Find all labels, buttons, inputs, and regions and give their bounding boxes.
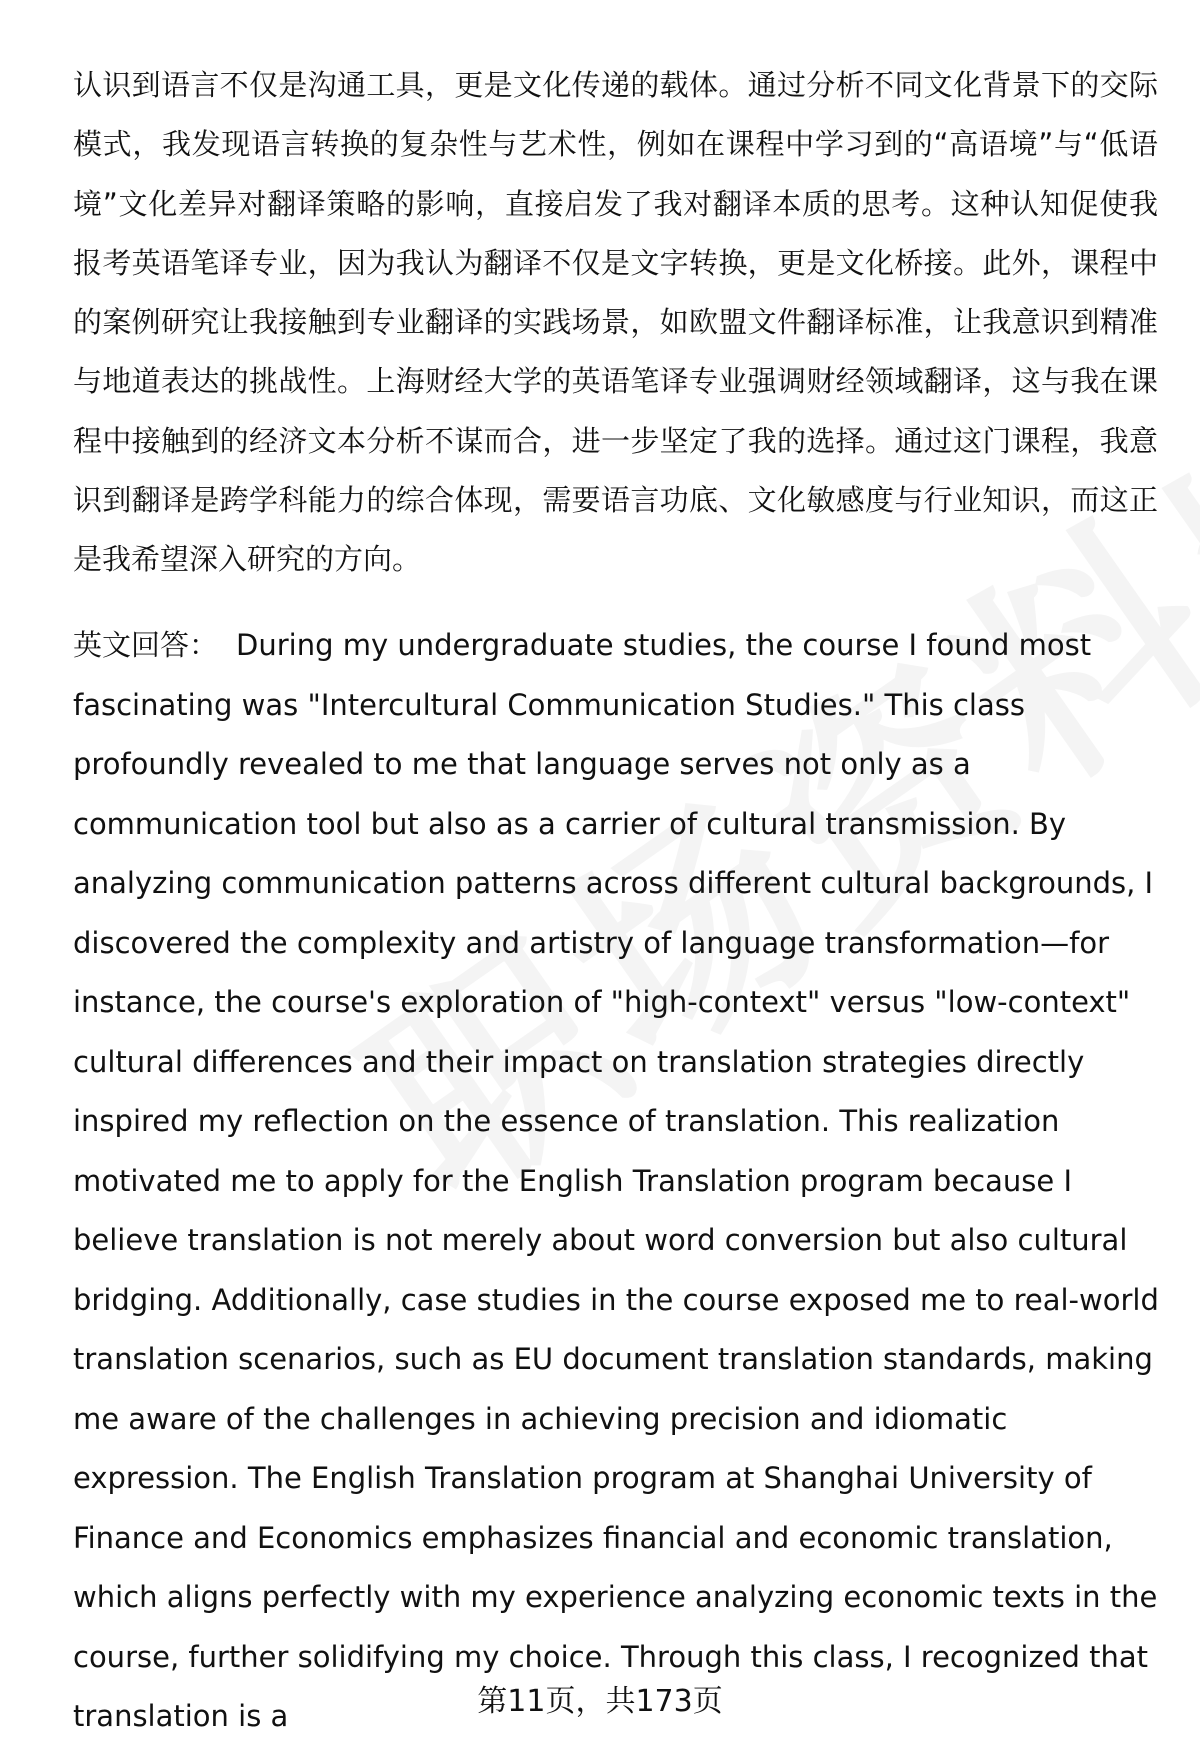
page-number-footer: 第11页，共173页 bbox=[477, 1684, 723, 1719]
chinese-answer-paragraph: 认识到语言不仅是沟通工具，更是文化传递的载体。通过分析不同文化背景下的交际模式，我发现语言转换的复杂性与艺术性，例如在课程中学习到的“高语境”与“低语境”文化差异对翻译策略的影响，直接启发了我对翻译本质的思考。这种认知促使我报考英语笔译专业，因为我认为翻译不仅是文字转换，更是文化桥接。此外，课程中的案例研究让我接触到专业翻译的实践场景，如欧盟文件翻译标准，让我意识到精准与地道表达的挑战性。上海财经大学的英语笔译专业强调财经领域翻译，这与我在课程中接触到的经济文本分析不谋而合，进一步坚定了我的选择。通过这门课程，我意识到翻译是跨学科能力的综合体现，需要语言功底、文化敏感度与行业知识，而这正是我希望深入研究的方向。 bbox=[73, 68, 1158, 577]
english-answer-label: 英文回答： bbox=[73, 628, 219, 662]
english-answer-text: During my undergraduate studies, the course I found most fascinating was "Intercultural Communication Studies." This class profoundly revealed to me that language serves not only as a communication tool but also as a carrier of cultural transmission. By analyzing communication patterns across different cultural backgrounds, I discovered the complexity and artistry of language transformation—for instance, the course's exploration of "high-context" versus "low-context" cultural differences and their impact on translation strategies directly inspired my reflection on the essence of translation. This realization motivated me to apply for the English Translation program because I believe translation is not merely about word conversion but also cultural bridging. Additionally, case studies in the course exposed me to real-world translation scenarios, such as EU document translation standards, making me aware of the challenges in achieving precision and idiomatic expression. The English Translation program at Shanghai University of Finance and Economics emphasizes financial and economic translation, which aligns perfectly with my experience analyzing economic texts in the course, further solidifying my choice. Through this class, I recognized that translation is a bbox=[73, 628, 1159, 1733]
english-answer-paragraph bbox=[73, 616, 1173, 1747]
